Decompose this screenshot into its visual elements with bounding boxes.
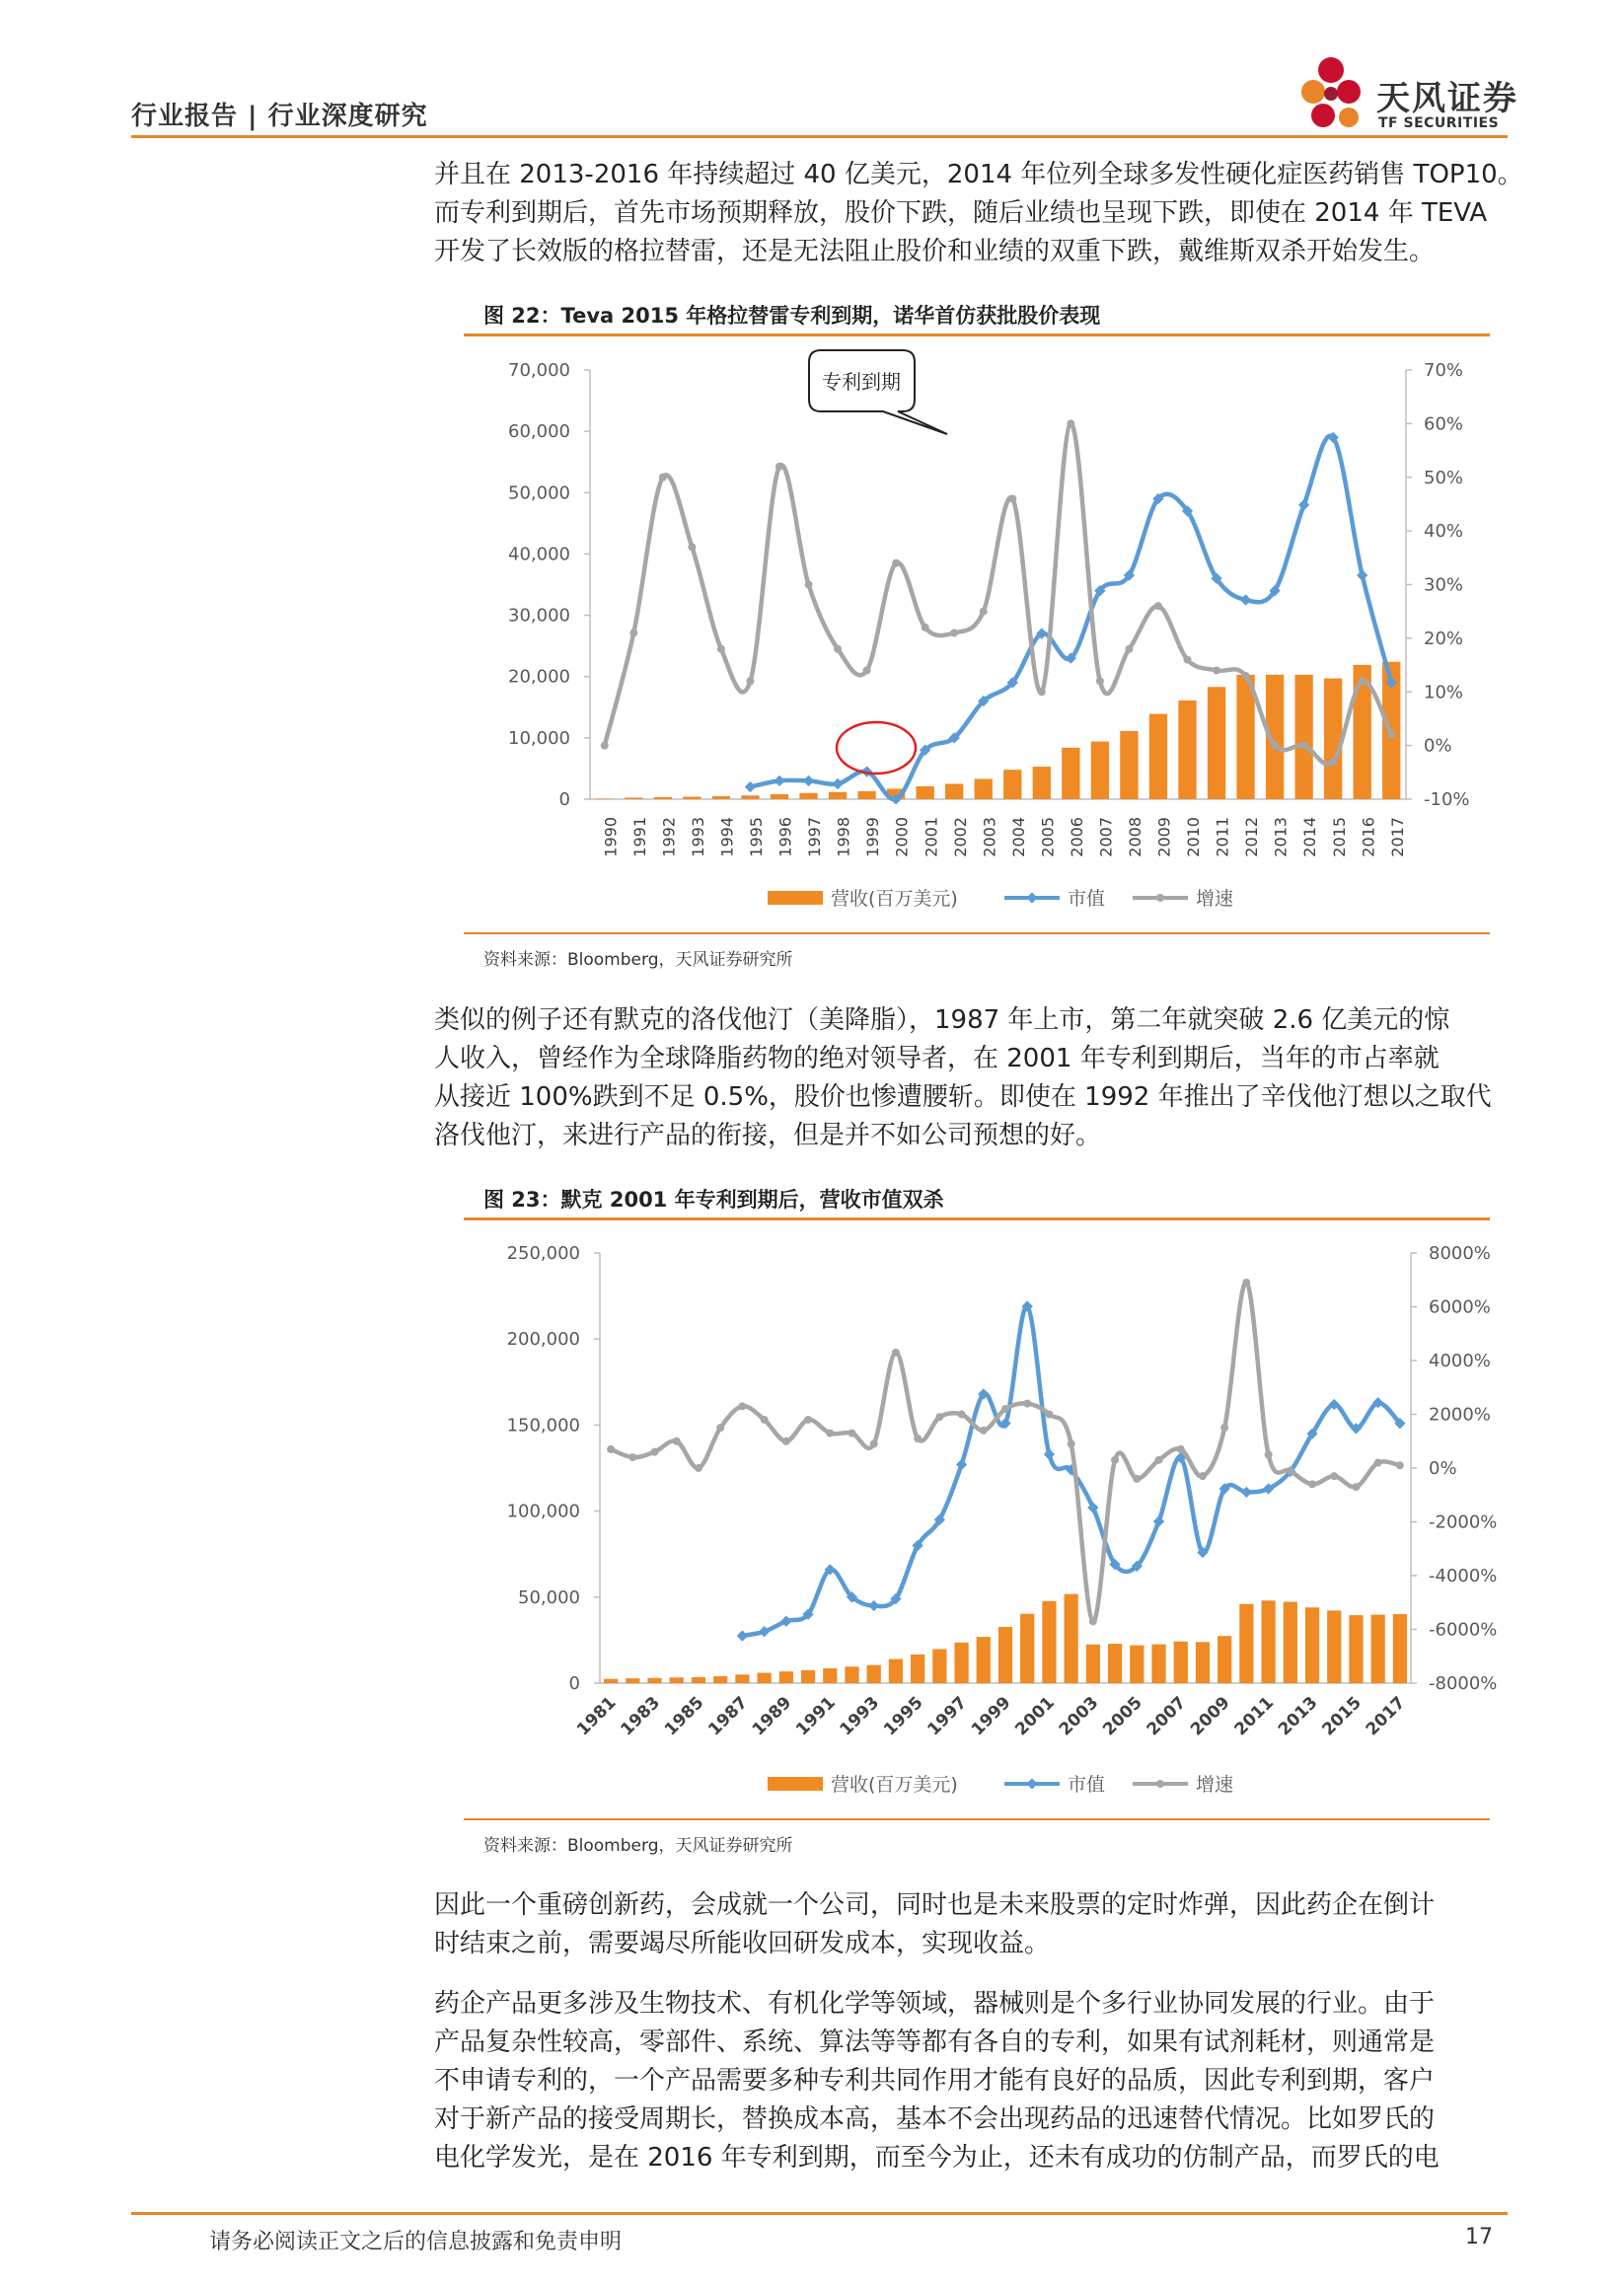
- text-line: 从接近 100%跌到不足 0.5%，股价也惨遭腰斩。即使在 1992 年推出了辛伐他汀想以之取代: [434, 1082, 1492, 1112]
- highlight-circle: [837, 722, 916, 774]
- point-market-cap: [803, 775, 814, 786]
- point-growth: [805, 581, 813, 589]
- y-left-tick-label: 50,000: [508, 482, 570, 504]
- bar-revenue: [977, 1637, 991, 1683]
- bar-revenue: [911, 1655, 924, 1683]
- y-right-tick-label: 30%: [1424, 574, 1464, 596]
- point-growth: [628, 1453, 636, 1461]
- point-growth: [848, 1430, 855, 1437]
- x-tick-label: 2015: [1318, 1692, 1366, 1740]
- point-growth: [1352, 1483, 1360, 1491]
- point-market-cap: [1240, 594, 1251, 605]
- point-growth: [1133, 1475, 1141, 1483]
- logo-name: 天风证券: [1376, 79, 1518, 118]
- legend-label-market-cap: 市值: [1068, 1774, 1106, 1796]
- x-tick-label: 1987: [704, 1692, 752, 1740]
- y-right-tick-label: 70%: [1424, 360, 1464, 381]
- bar-revenue: [741, 795, 759, 799]
- bar-revenue: [1218, 1636, 1231, 1683]
- y-right-tick-label: -10%: [1424, 789, 1470, 810]
- point-growth: [659, 474, 667, 481]
- bar-revenue: [998, 1627, 1012, 1683]
- x-tick-label: 2017: [1362, 1692, 1410, 1740]
- point-growth: [673, 1437, 681, 1445]
- point-growth: [782, 1437, 790, 1445]
- text-line: 而专利到期后，首先市场预期释放，股价下跌，随后业绩也呈现下跌，即使在 2014 年 TEVA: [434, 198, 1488, 228]
- x-tick-label: 1994: [717, 817, 737, 857]
- x-tick-label: 2013: [1274, 1692, 1322, 1740]
- x-tick-label: 1993: [836, 1692, 884, 1740]
- bar-revenue: [1294, 675, 1312, 799]
- point-market-cap: [1357, 570, 1367, 581]
- paragraph-4: [434, 1985, 1510, 2177]
- point-market-cap: [956, 1459, 967, 1470]
- x-tick-label: 1999: [967, 1692, 1015, 1740]
- line-growth: [611, 1283, 1400, 1622]
- bar-revenue: [670, 1677, 684, 1683]
- point-growth: [1045, 1411, 1053, 1419]
- bar-revenue: [1003, 770, 1021, 799]
- bar-revenue: [1108, 1644, 1122, 1683]
- point-growth: [651, 1448, 659, 1456]
- figure-22-title: 图 22：Teva 2015 年格拉替雷专利到期，诺华首仿获批股价表现: [483, 304, 1101, 328]
- x-tick-label: 2011: [1230, 1692, 1279, 1740]
- text-line: 电化学发光，是在 2016 年专利到期，而至今为止，还未有成功的仿制产品，而罗氏的电: [434, 2143, 1439, 2173]
- x-tick-label: 1998: [834, 817, 853, 857]
- text-line: 人收入，曾经作为全球降脂药物的绝对领导者，在 2001 年专利到期后，当年的市占率就: [434, 1044, 1439, 1073]
- point-growth: [716, 1424, 724, 1432]
- x-tick-label: 2010: [1184, 817, 1204, 857]
- y-right-tick-label: -4000%: [1429, 1566, 1498, 1586]
- x-tick-label: 2015: [1329, 817, 1349, 857]
- x-tick-label: 1991: [629, 817, 649, 857]
- point-growth: [1001, 1405, 1009, 1413]
- point-growth: [826, 1430, 834, 1437]
- figure-22-rule: [464, 333, 1490, 336]
- bar-revenue: [1120, 731, 1138, 799]
- point-market-cap: [1044, 1448, 1055, 1459]
- bar-revenue: [758, 1673, 772, 1683]
- text-line: 因此一个重磅创新药，会成就一个公司，同时也是未来股票的定时炸弹，因此药企在倒计: [434, 1890, 1436, 1920]
- x-tick-label: 2007: [1143, 1692, 1191, 1740]
- point-growth: [935, 1413, 943, 1421]
- point-growth: [1242, 672, 1250, 680]
- legend-label-revenue: 营收(百万美元): [831, 1774, 958, 1796]
- bar-revenue: [1042, 1601, 1056, 1683]
- header-rule: [131, 135, 1508, 138]
- text-line: 类似的例子还有默克的洛伐他汀（美降脂），1987 年上市，第二年就突破 2.6 亿美元的惊: [434, 1005, 1450, 1035]
- point-growth: [1271, 742, 1279, 750]
- point-growth: [1183, 656, 1191, 664]
- bar-revenue: [1239, 1604, 1253, 1683]
- point-growth: [870, 1439, 878, 1447]
- y-right-tick-label: -6000%: [1429, 1619, 1498, 1641]
- x-tick-label: 2008: [1126, 817, 1145, 857]
- y-left-tick-label: 0: [568, 1673, 580, 1694]
- x-tick-label: 2014: [1300, 817, 1320, 857]
- point-market-cap: [737, 1630, 748, 1641]
- y-left-tick-label: 40,000: [508, 544, 570, 565]
- figure-22-source: 资料来源：Bloomberg，天风证券研究所: [483, 950, 793, 970]
- bar-revenue: [829, 792, 847, 799]
- bar-revenue: [1091, 742, 1109, 799]
- x-tick-label: 1997: [805, 817, 825, 857]
- bar-revenue: [1151, 1645, 1165, 1683]
- bar-revenue: [1130, 1646, 1144, 1683]
- legend-marker-growth: [1156, 1780, 1164, 1788]
- x-tick-label: 2006: [1067, 817, 1086, 857]
- bar-revenue: [954, 1643, 968, 1683]
- y-left-tick-label: 0: [558, 789, 570, 810]
- figure-23-chart: [464, 1225, 1498, 1807]
- point-market-cap: [1241, 1487, 1252, 1498]
- point-market-cap: [868, 1600, 879, 1611]
- bar-revenue: [1305, 1607, 1319, 1683]
- point-growth: [1374, 1459, 1382, 1467]
- point-growth: [1199, 1472, 1207, 1480]
- point-market-cap: [774, 775, 784, 786]
- y-left-tick-label: 200,000: [506, 1329, 580, 1351]
- bar-revenue: [1065, 1594, 1078, 1683]
- bar-revenue: [799, 793, 817, 799]
- point-growth: [804, 1416, 812, 1424]
- point-growth: [1213, 667, 1220, 675]
- point-growth: [980, 608, 988, 616]
- figure-23-source: 资料来源：Bloomberg，天风证券研究所: [483, 1836, 793, 1856]
- legend-label-revenue: 营收(百万美元): [831, 888, 958, 910]
- point-growth: [1220, 1424, 1228, 1432]
- point-growth: [1330, 1472, 1338, 1480]
- point-growth: [607, 1445, 615, 1453]
- point-growth: [1396, 1461, 1404, 1469]
- bar-revenue: [1261, 1600, 1275, 1683]
- bar-revenue: [945, 783, 963, 799]
- y-left-tick-label: 10,000: [508, 727, 570, 749]
- x-tick-label: 1983: [617, 1692, 665, 1740]
- bar-revenue: [771, 794, 788, 799]
- legend-label-growth: 增速: [1196, 888, 1234, 910]
- x-tick-label: 2003: [980, 817, 999, 857]
- bar-revenue: [712, 796, 730, 799]
- point-growth: [1287, 1467, 1294, 1475]
- bar-revenue: [626, 1678, 639, 1683]
- footer-disclaimer: 请务必阅读正文之后的信息披露和免责申明: [209, 2230, 623, 2254]
- point-growth: [1242, 1279, 1250, 1287]
- point-growth: [1068, 1439, 1075, 1447]
- x-tick-label: 2005: [1038, 817, 1058, 857]
- point-growth: [688, 543, 696, 551]
- x-tick-label: 2000: [892, 817, 912, 857]
- page-number: 17: [1465, 2225, 1493, 2249]
- x-tick-label: 2001: [922, 817, 941, 857]
- point-growth: [629, 628, 637, 636]
- y-right-tick-label: 20%: [1424, 627, 1464, 649]
- y-right-tick-label: 50%: [1424, 467, 1464, 488]
- point-growth: [914, 1435, 922, 1442]
- y-right-tick-label: 8000%: [1429, 1243, 1491, 1264]
- y-left-tick-label: 100,000: [506, 1501, 580, 1522]
- y-left-tick-label: 30,000: [508, 605, 570, 627]
- y-right-tick-label: 0%: [1424, 735, 1452, 757]
- point-growth: [1008, 495, 1016, 503]
- x-tick-label: 1993: [688, 817, 707, 857]
- x-tick-label: 2011: [1213, 817, 1232, 857]
- x-tick-label: 1997: [923, 1692, 972, 1740]
- x-tick-label: 1996: [775, 817, 795, 857]
- legend-marker-market-cap: [1026, 892, 1037, 903]
- bar-revenue: [845, 1666, 858, 1683]
- point-growth: [775, 463, 783, 471]
- bar-revenue: [1174, 1642, 1188, 1683]
- x-tick-label: 1989: [748, 1692, 796, 1740]
- x-tick-label: 1990: [601, 817, 621, 857]
- x-tick-label: 1995: [747, 817, 767, 857]
- point-market-cap: [832, 778, 843, 789]
- point-growth: [1177, 1445, 1185, 1453]
- point-growth: [892, 559, 900, 567]
- bar-revenue: [683, 797, 701, 799]
- figure-23-source-rule: [464, 1818, 1490, 1820]
- point-growth: [1154, 602, 1162, 610]
- bar-revenue: [917, 786, 934, 799]
- bar-revenue: [779, 1671, 793, 1683]
- x-tick-label: 2009: [1187, 1692, 1234, 1740]
- point-growth: [717, 645, 725, 653]
- report-category: 行业报告 | 行业深度研究: [131, 102, 428, 131]
- bar-revenue: [801, 1670, 815, 1683]
- y-right-tick-label: 4000%: [1429, 1351, 1491, 1371]
- x-tick-label: 2003: [1055, 1692, 1103, 1740]
- point-growth: [1387, 731, 1395, 739]
- x-tick-label: 2013: [1271, 817, 1291, 857]
- bar-revenue: [857, 791, 875, 799]
- y-left-tick-label: 20,000: [508, 666, 570, 688]
- point-growth: [958, 1411, 966, 1419]
- text-line: 不申请专利的，一个产品需要多种专利共同作用才能有良好的品质，因此专利到期，客户: [434, 2066, 1436, 2096]
- bar-revenue: [1062, 748, 1079, 799]
- point-growth: [738, 1402, 746, 1410]
- y-right-tick-label: -8000%: [1429, 1673, 1498, 1694]
- legend-swatch-revenue: [768, 1777, 823, 1791]
- point-growth: [1329, 758, 1337, 766]
- legend-marker-growth: [1156, 894, 1164, 902]
- y-right-tick-label: 0%: [1429, 1458, 1457, 1479]
- y-left-tick-label: 250,000: [506, 1243, 580, 1264]
- point-growth: [1155, 1456, 1163, 1464]
- point-growth: [922, 624, 929, 631]
- text-line: 药企产品更多涉及生物技术、有机化学等领域，器械则是个多行业协同发展的行业。由于: [434, 1989, 1436, 2019]
- point-growth: [980, 1427, 988, 1435]
- y-left-tick-label: 60,000: [508, 421, 570, 443]
- y-right-tick-label: 6000%: [1429, 1296, 1491, 1318]
- x-tick-label: 1992: [659, 817, 679, 857]
- bar-revenue: [647, 1678, 661, 1683]
- point-growth: [1111, 1456, 1119, 1464]
- y-right-tick-label: 2000%: [1429, 1404, 1491, 1426]
- x-tick-label: 2002: [950, 817, 970, 857]
- bar-revenue: [604, 1679, 618, 1683]
- point-market-cap: [745, 781, 756, 792]
- bar-revenue: [1196, 1642, 1210, 1683]
- bar-revenue: [1178, 700, 1196, 799]
- x-tick-label: 2012: [1242, 817, 1262, 857]
- bar-revenue: [1149, 714, 1167, 799]
- point-growth: [1038, 688, 1046, 696]
- bar-revenue: [1371, 1615, 1385, 1683]
- legend-label-market-cap: 市值: [1068, 888, 1106, 910]
- bar-revenue: [1284, 1602, 1297, 1683]
- point-growth: [1308, 1480, 1316, 1488]
- figure-23-title: 图 23：默克 2001 年专利到期后，营收市值双杀: [483, 1188, 944, 1212]
- x-tick-label: 1981: [573, 1692, 621, 1740]
- bar-revenue: [1020, 1614, 1034, 1683]
- point-growth: [1265, 1450, 1273, 1458]
- legend-marker-market-cap: [1026, 1778, 1037, 1789]
- x-tick-label: 2007: [1096, 817, 1116, 857]
- point-growth: [892, 1349, 900, 1357]
- bar-revenue: [867, 1665, 881, 1683]
- bar-revenue: [692, 1677, 705, 1683]
- x-tick-label: 2016: [1359, 817, 1378, 857]
- x-tick-label: 1985: [660, 1692, 708, 1740]
- paragraph-3: [434, 1886, 1510, 1963]
- paragraph-1: [434, 156, 1523, 271]
- callout-text: 专利到期: [822, 370, 901, 394]
- text-line: 时结束之前，需要竭尽所能收回研发成本，实现收益。: [434, 1929, 1051, 1958]
- text-line: 产品复杂性较高，零部件、系统、算法等等都有各自的专利，如果有试剂耗材，则通常是: [434, 2027, 1436, 2057]
- x-tick-label: 2005: [1099, 1692, 1146, 1740]
- point-growth: [834, 645, 842, 653]
- figure-22-chart: [464, 340, 1490, 918]
- text-line: 开发了长效版的格拉替雷，还是无法阻止股价和业绩的双重下跌，戴维斯双杀开始发生。: [434, 237, 1436, 266]
- paragraph-2: [434, 1001, 1510, 1155]
- text-line: 对于新产品的接受周期长，替换成本高，基本不会出现药品的迅速替代情况。比如罗氏的: [434, 2104, 1436, 2134]
- x-tick-label: 1999: [863, 817, 883, 857]
- point-market-cap: [1298, 499, 1309, 510]
- point-growth: [1096, 677, 1104, 685]
- bar-revenue: [1033, 767, 1051, 799]
- y-left-tick-label: 70,000: [508, 360, 570, 381]
- y-right-tick-label: 60%: [1424, 413, 1464, 435]
- point-growth: [950, 628, 958, 636]
- bar-revenue: [625, 797, 642, 799]
- point-growth: [601, 742, 609, 750]
- text-line: 洛伐他汀，来进行产品的衔接，但是并不如公司预想的好。: [434, 1121, 1102, 1150]
- bar-revenue: [654, 797, 672, 799]
- point-growth: [1125, 645, 1133, 653]
- bar-revenue: [1327, 1610, 1341, 1683]
- legend-swatch-revenue: [768, 891, 823, 905]
- point-growth: [695, 1464, 702, 1472]
- bar-revenue: [975, 778, 993, 799]
- bar-revenue: [823, 1668, 837, 1683]
- bar-revenue: [1393, 1614, 1407, 1683]
- point-growth: [746, 677, 754, 685]
- point-growth: [863, 667, 871, 675]
- figure-22-source-rule: [464, 932, 1490, 934]
- x-tick-label: 1995: [880, 1692, 927, 1740]
- point-growth: [1067, 419, 1074, 427]
- point-growth: [1089, 1617, 1097, 1625]
- point-growth: [761, 1416, 769, 1424]
- y-right-tick-label: 40%: [1424, 521, 1464, 543]
- x-tick-label: 2004: [1008, 817, 1028, 857]
- point-growth: [1023, 1400, 1031, 1408]
- footer-rule: [131, 2212, 1508, 2215]
- x-tick-label: 2009: [1154, 817, 1174, 857]
- bar-revenue: [1349, 1615, 1363, 1683]
- y-right-tick-label: -2000%: [1429, 1511, 1498, 1533]
- logo-sub: TF SECURITIES: [1378, 115, 1500, 131]
- figure-23-rule: [464, 1217, 1490, 1220]
- bar-revenue: [713, 1676, 727, 1683]
- bar-revenue: [889, 1659, 903, 1683]
- x-tick-label: 1991: [792, 1692, 840, 1740]
- bar-revenue: [1324, 679, 1342, 799]
- x-tick-label: 2001: [1011, 1692, 1059, 1740]
- text-line: 并且在 2013-2016 年持续超过 40 亿美元，2014 年位列全球多发性硬化症医药销售 TOP10。: [434, 160, 1523, 189]
- bar-revenue: [1086, 1645, 1100, 1683]
- y-right-tick-label: 10%: [1424, 682, 1464, 703]
- point-growth: [1359, 677, 1366, 685]
- point-growth: [1300, 742, 1308, 750]
- x-tick-label: 2017: [1387, 817, 1407, 857]
- legend-label-growth: 增速: [1196, 1774, 1234, 1796]
- y-left-tick-label: 50,000: [518, 1586, 580, 1608]
- bar-revenue: [932, 1649, 946, 1683]
- bar-revenue: [735, 1674, 749, 1683]
- bar-revenue: [1208, 687, 1225, 799]
- y-left-tick-label: 150,000: [506, 1415, 580, 1437]
